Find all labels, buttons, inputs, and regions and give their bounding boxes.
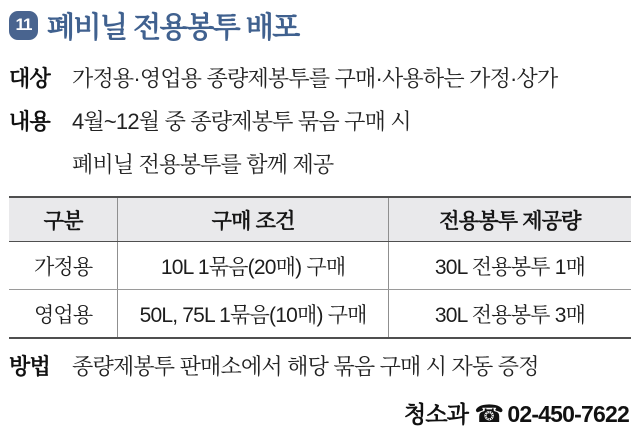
cell-provision: 30L 전용봉투 3매 (434, 303, 586, 327)
phone-icon: ☎ (474, 401, 504, 428)
section-number-badge: 11 (9, 11, 38, 40)
contact-row (9, 396, 631, 429)
table-row (9, 290, 631, 339)
target-row (9, 64, 631, 94)
header-condition: 구매 조건 (118, 197, 389, 242)
method-text: 종량제봉투 판매소에서 해당 묶음 구매 시 자동 증정 (72, 354, 539, 379)
content-text (72, 107, 411, 180)
content-line-1: 4월~12월 중 종량제봉투 묶음 구매 시 (72, 109, 411, 134)
cell-condition: 50L, 75L 1묶음(10매) 구매 (118, 290, 389, 339)
contact-phone-number: 02-450-7622 (507, 401, 629, 427)
method-row (9, 352, 631, 382)
cell-condition: 10L 1묶음(20매) 구매 (118, 242, 389, 290)
header-provision: 전용봉투 제공량 (388, 197, 631, 242)
title-row (9, 8, 631, 42)
provision-table (9, 196, 631, 339)
table-row (9, 242, 631, 290)
target-text: 가정용·영업용 종량제봉투를 구매·사용하는 가정·상가 (72, 66, 558, 91)
method-label: 방법 (9, 354, 50, 379)
content-row (9, 107, 631, 180)
cell-provision: 30L 전용봉투 1매 (388, 242, 631, 290)
contact-department: 청소과 (403, 401, 469, 427)
page-title: 폐비닐 전용봉투 배포 (47, 11, 299, 44)
header-category: 구분 (9, 197, 118, 242)
content-label: 내용 (9, 109, 50, 134)
cell-category: 영업용 (9, 290, 118, 339)
cell-category: 가정용 (9, 242, 118, 290)
table-header-row (9, 197, 631, 242)
target-label: 대상 (9, 66, 50, 91)
content-line-2: 폐비닐 전용봉투를 함께 제공 (72, 152, 334, 177)
